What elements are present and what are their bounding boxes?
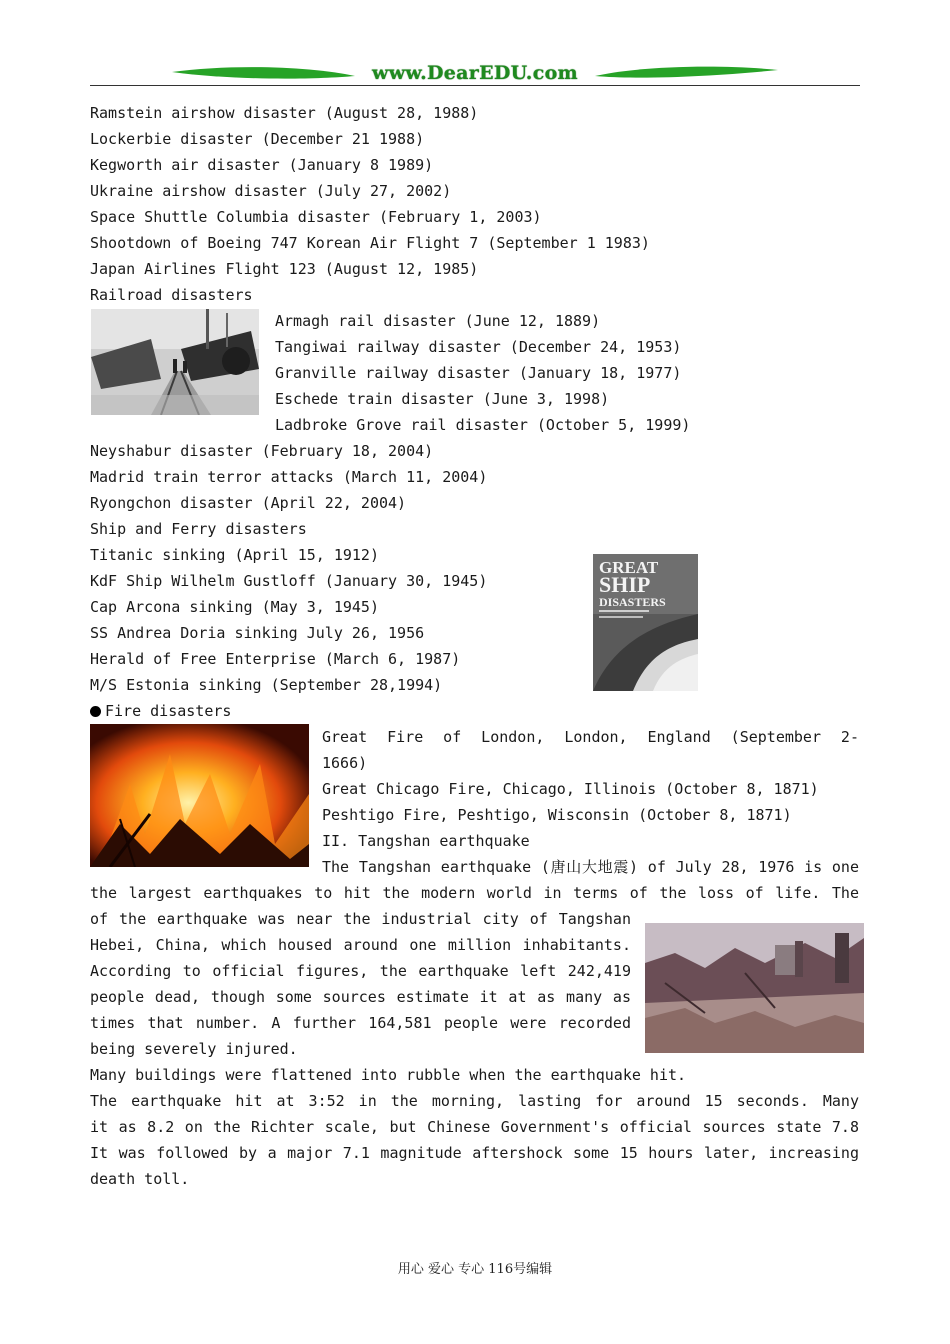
paragraph-line: of the earthquake was near the industrial city of Tangshan [90,910,631,928]
paragraph-line: According to official figures, the earthquake left 242,419 [90,962,631,980]
list-item: Lockerbie disaster (December 21 1988) [90,130,425,148]
list-item: Madrid train terror attacks (March 11, 2004) [90,468,488,486]
list-item: Ryongchon disaster (April 22, 2004) [90,494,407,512]
book-title-line: SHIP [599,572,651,597]
page-footer: 用心 爱心 专心 116号编辑 [397,1262,553,1277]
list-item: Eschede train disaster (June 3, 1998) [275,390,610,408]
site-logo-text: www.DearEDU.com [372,62,578,84]
paragraph-line: The earthquake hit at 3:52 in the morning, lasting for around 15 seconds. Many [90,1092,859,1110]
book-title-line: DISASTERS [599,595,666,609]
bullet-icon [90,706,101,717]
section-heading-fire [90,698,231,724]
page-header [90,58,860,90]
section-heading-railroad: Railroad disasters [90,286,253,304]
paragraph-line: The Tangshan earthquake (唐山大地震) of July 28, 1976 is one [322,858,859,876]
list-item: KdF Ship Wilhelm Gustloff (January 30, 1945) [90,572,488,590]
list-item: M/S Estonia sinking (September 28,1994) [90,676,443,694]
list-item: Ladbroke Grove rail disaster (October 5, 1999) [275,416,691,434]
list-item: Cap Arcona sinking (May 3, 1945) [90,598,379,616]
list-item: Ukraine airshow disaster (July 27, 2002) [90,182,452,200]
section-heading-tangshan: II. Tangshan earthquake [322,832,530,850]
list-item: Granville railway disaster (January 18, 1977) [275,364,682,382]
fire-photo [90,724,309,867]
paragraph-line: It was followed by a major 7.1 magnitude aftershock some 15 hours later, increasing [90,1144,859,1162]
site-logo[interactable] [170,60,780,86]
list-item: Peshtigo Fire, Peshtigo, Wisconsin (October 8, 1871) [322,806,792,824]
paragraph-line: being severely injured. [90,1040,298,1058]
train-wreck-photo [91,309,259,415]
list-item: Titanic sinking (April 15, 1912) [90,546,379,564]
paragraph-line: death toll. [90,1170,190,1188]
list-item: Herald of Free Enterprise (March 6, 1987) [90,650,461,668]
paragraph-line: the largest earthquakes to hit the modern world in terms of the loss of life. The [90,884,859,902]
list-item: Japan Airlines Flight 123 (August 12, 1985) [90,260,479,278]
header-rule [90,85,860,86]
list-item: SS Andrea Doria sinking July 26, 1956 [90,624,425,642]
list-item: Space Shuttle Columbia disaster (February 1, 2003) [90,208,542,226]
book-cover-image [593,554,698,691]
paragraph-line: Hebei, China, which housed around one million inhabitants. [90,936,631,954]
list-item: Armagh rail disaster (June 12, 1889) [275,312,601,330]
list-item: Kegworth air disaster (January 8 1989) [90,156,434,174]
list-item: Shootdown of Boeing 747 Korean Air Flight 7 (September 1 1983) [90,234,650,252]
earthquake-rubble-photo [645,923,864,1053]
book-title-line: GREAT [599,558,659,577]
paragraph-line: it as 8.2 on the Richter scale, but Chinese Government's official sources state 7.8 [90,1118,859,1136]
fire-item-line: Great Fire of London, London, England (September 2- [322,728,859,746]
list-item: Ramstein airshow disaster (August 28, 1988) [90,104,479,122]
paragraph-line: times that number. A further 164,581 people were recorded [90,1014,631,1032]
paragraph-line: Many buildings were flattened into rubble when the earthquake hit. [90,1066,687,1084]
fire-heading-text: Fire disasters [105,702,232,720]
fire-item-line: 1666) [322,754,368,772]
list-item: Great Chicago Fire, Chicago, Illinois (October 8, 1871) [322,780,819,798]
paragraph-line: people dead, though some sources estimate it at as many as [90,988,631,1006]
section-heading-ship: Ship and Ferry disasters [90,520,307,538]
list-item: Neyshabur disaster (February 18, 2004) [90,442,434,460]
list-item: Tangiwai railway disaster (December 24, 1953) [275,338,682,356]
